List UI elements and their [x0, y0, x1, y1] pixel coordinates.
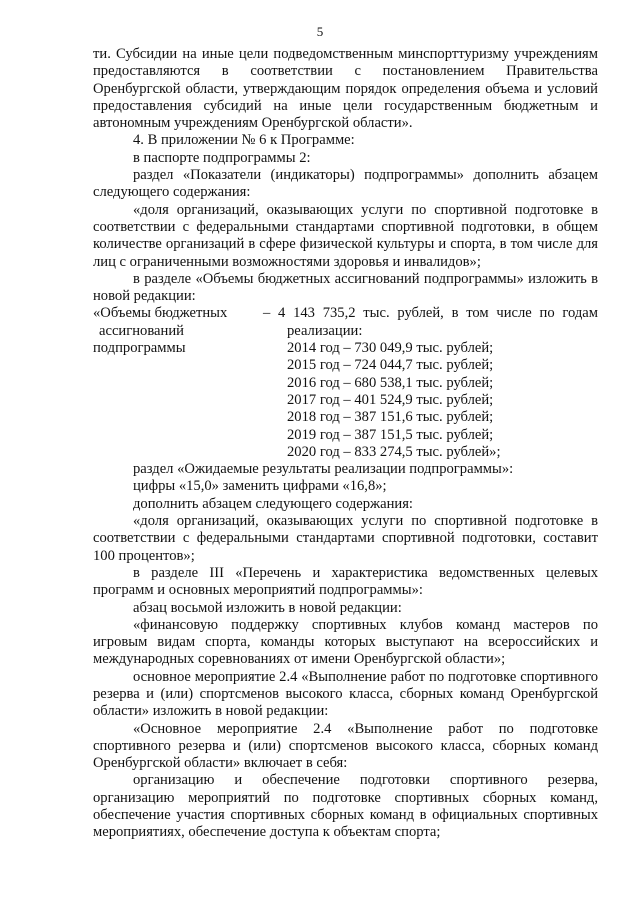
budget-label-line: «Объемы бюджетных [93, 305, 228, 322]
paragraph-appendix-6: 4. В приложении № 6 к Программе: [133, 132, 355, 149]
paragraph-measure-2-4-quote: «Основное мероприятие 2.4 «Выполнение работ по подготовке спортивного резерва и (или) спортсменов высокого класса, сборных команд Оренбургской области» включает в себя: [93, 720, 598, 772]
budget-table [93, 305, 598, 461]
paragraph-clubs-quote: «финансовую поддержку спортивных клубов команд мастеров по игровым видам спорта, команды которых выступают на всероссийских и международных соревнованиях от имени Оренбургской области»; [93, 616, 598, 668]
paragraph-budget-section: в разделе «Объемы бюджетных ассигнований подпрограммы» изложить в новой редакции: [93, 270, 598, 305]
budget-year-row: 2017 год – 401 524,9 тыс. рублей; [287, 391, 494, 408]
paragraph-add-abzac: дополнить абзацем следующего содержания: [133, 495, 413, 512]
budget-year-row: 2016 год – 680 538,1 тыс. рублей; [287, 374, 494, 391]
page-number: 5 [316, 24, 324, 39]
budget-year-row: 2018 год – 387 151,6 тыс. рублей; [287, 409, 494, 426]
paragraph-share-quote: «доля организаций, оказывающих услуги по спортивной подготовке в соответствии с федеральными стандартами спортивной подготовки, составит 100 процентов»; [93, 513, 598, 564]
budget-year-row: 2014 год – 730 049,9 тыс. рублей; [287, 340, 494, 357]
paragraph-section-3: в разделе III «Перечень и характеристика ведомственных целевых программ и основных мероприятий подпрограммы»: [93, 564, 598, 599]
paragraph-subsidies: ти. Субсидии на иные цели подведомственным минспорттуризму учреждениям предоставляются в соответствии с постановлением Правительства Оренбургской области, утверждающим порядок определения объема и условий предоставления субсидий на иные цели государственным бюджетным и автономным учреждениям Оренбургской области». [93, 46, 598, 132]
paragraph-measure-2-4: основное мероприятие 2.4 «Выполнение работ по подготовке спортивного резерва и (или) спортсменов высокого класса, сборных команд Оренбургской области» изложить в новой редакции: [93, 668, 598, 720]
budget-table-values [263, 305, 598, 461]
paragraph-abzac-8: абзац восьмой изложить в новой редакции: [133, 599, 402, 616]
paragraph-replace-figures: цифры «15,0» заменить цифрами «16,8»; [133, 478, 387, 495]
budget-year-row: 2015 год – 724 044,7 тыс. рублей; [287, 357, 494, 374]
paragraph-indicators: раздел «Показатели (индикаторы) подпрограммы» дополнить абзацем следующего содержания: [93, 167, 598, 201]
budget-label-line: ассигнований [99, 322, 184, 339]
budget-total-cont: реализации: [287, 322, 363, 339]
paragraph-indicator-quote: «доля организаций, оказывающих услуги по спортивной подготовке в соответствии с федеральными стандартами спортивной подготовки, в общем количестве организаций в сфере физической культуры и спорта, в том числе для лиц с ограниченными возможностями здоровья и инвалидов»; [93, 201, 598, 270]
document-body [93, 46, 598, 842]
budget-total: – 4 143 735,2 тыс. рублей, в том числе по годам [263, 305, 598, 322]
paragraph-organization: организацию и обеспечение подготовки спортивного резерва, организацию мероприятий по подготовке спортивных сборных команд, обеспечение участия спортивных сборных команд в официальных спортивных мероприятиях, обеспечение доступа к объектам спорта; [93, 772, 598, 841]
budget-label-line: подпрограммы [93, 340, 186, 357]
paragraph-passport: в паспорте подпрограммы 2: [133, 149, 311, 166]
budget-table-label [93, 305, 263, 461]
budget-year-row: 2020 год – 833 274,5 тыс. рублей»; [287, 443, 501, 460]
paragraph-expected-results: раздел «Ожидаемые результаты реализации подпрограммы»: [133, 461, 514, 478]
budget-year-row: 2019 год – 387 151,5 тыс. рублей; [287, 426, 494, 443]
